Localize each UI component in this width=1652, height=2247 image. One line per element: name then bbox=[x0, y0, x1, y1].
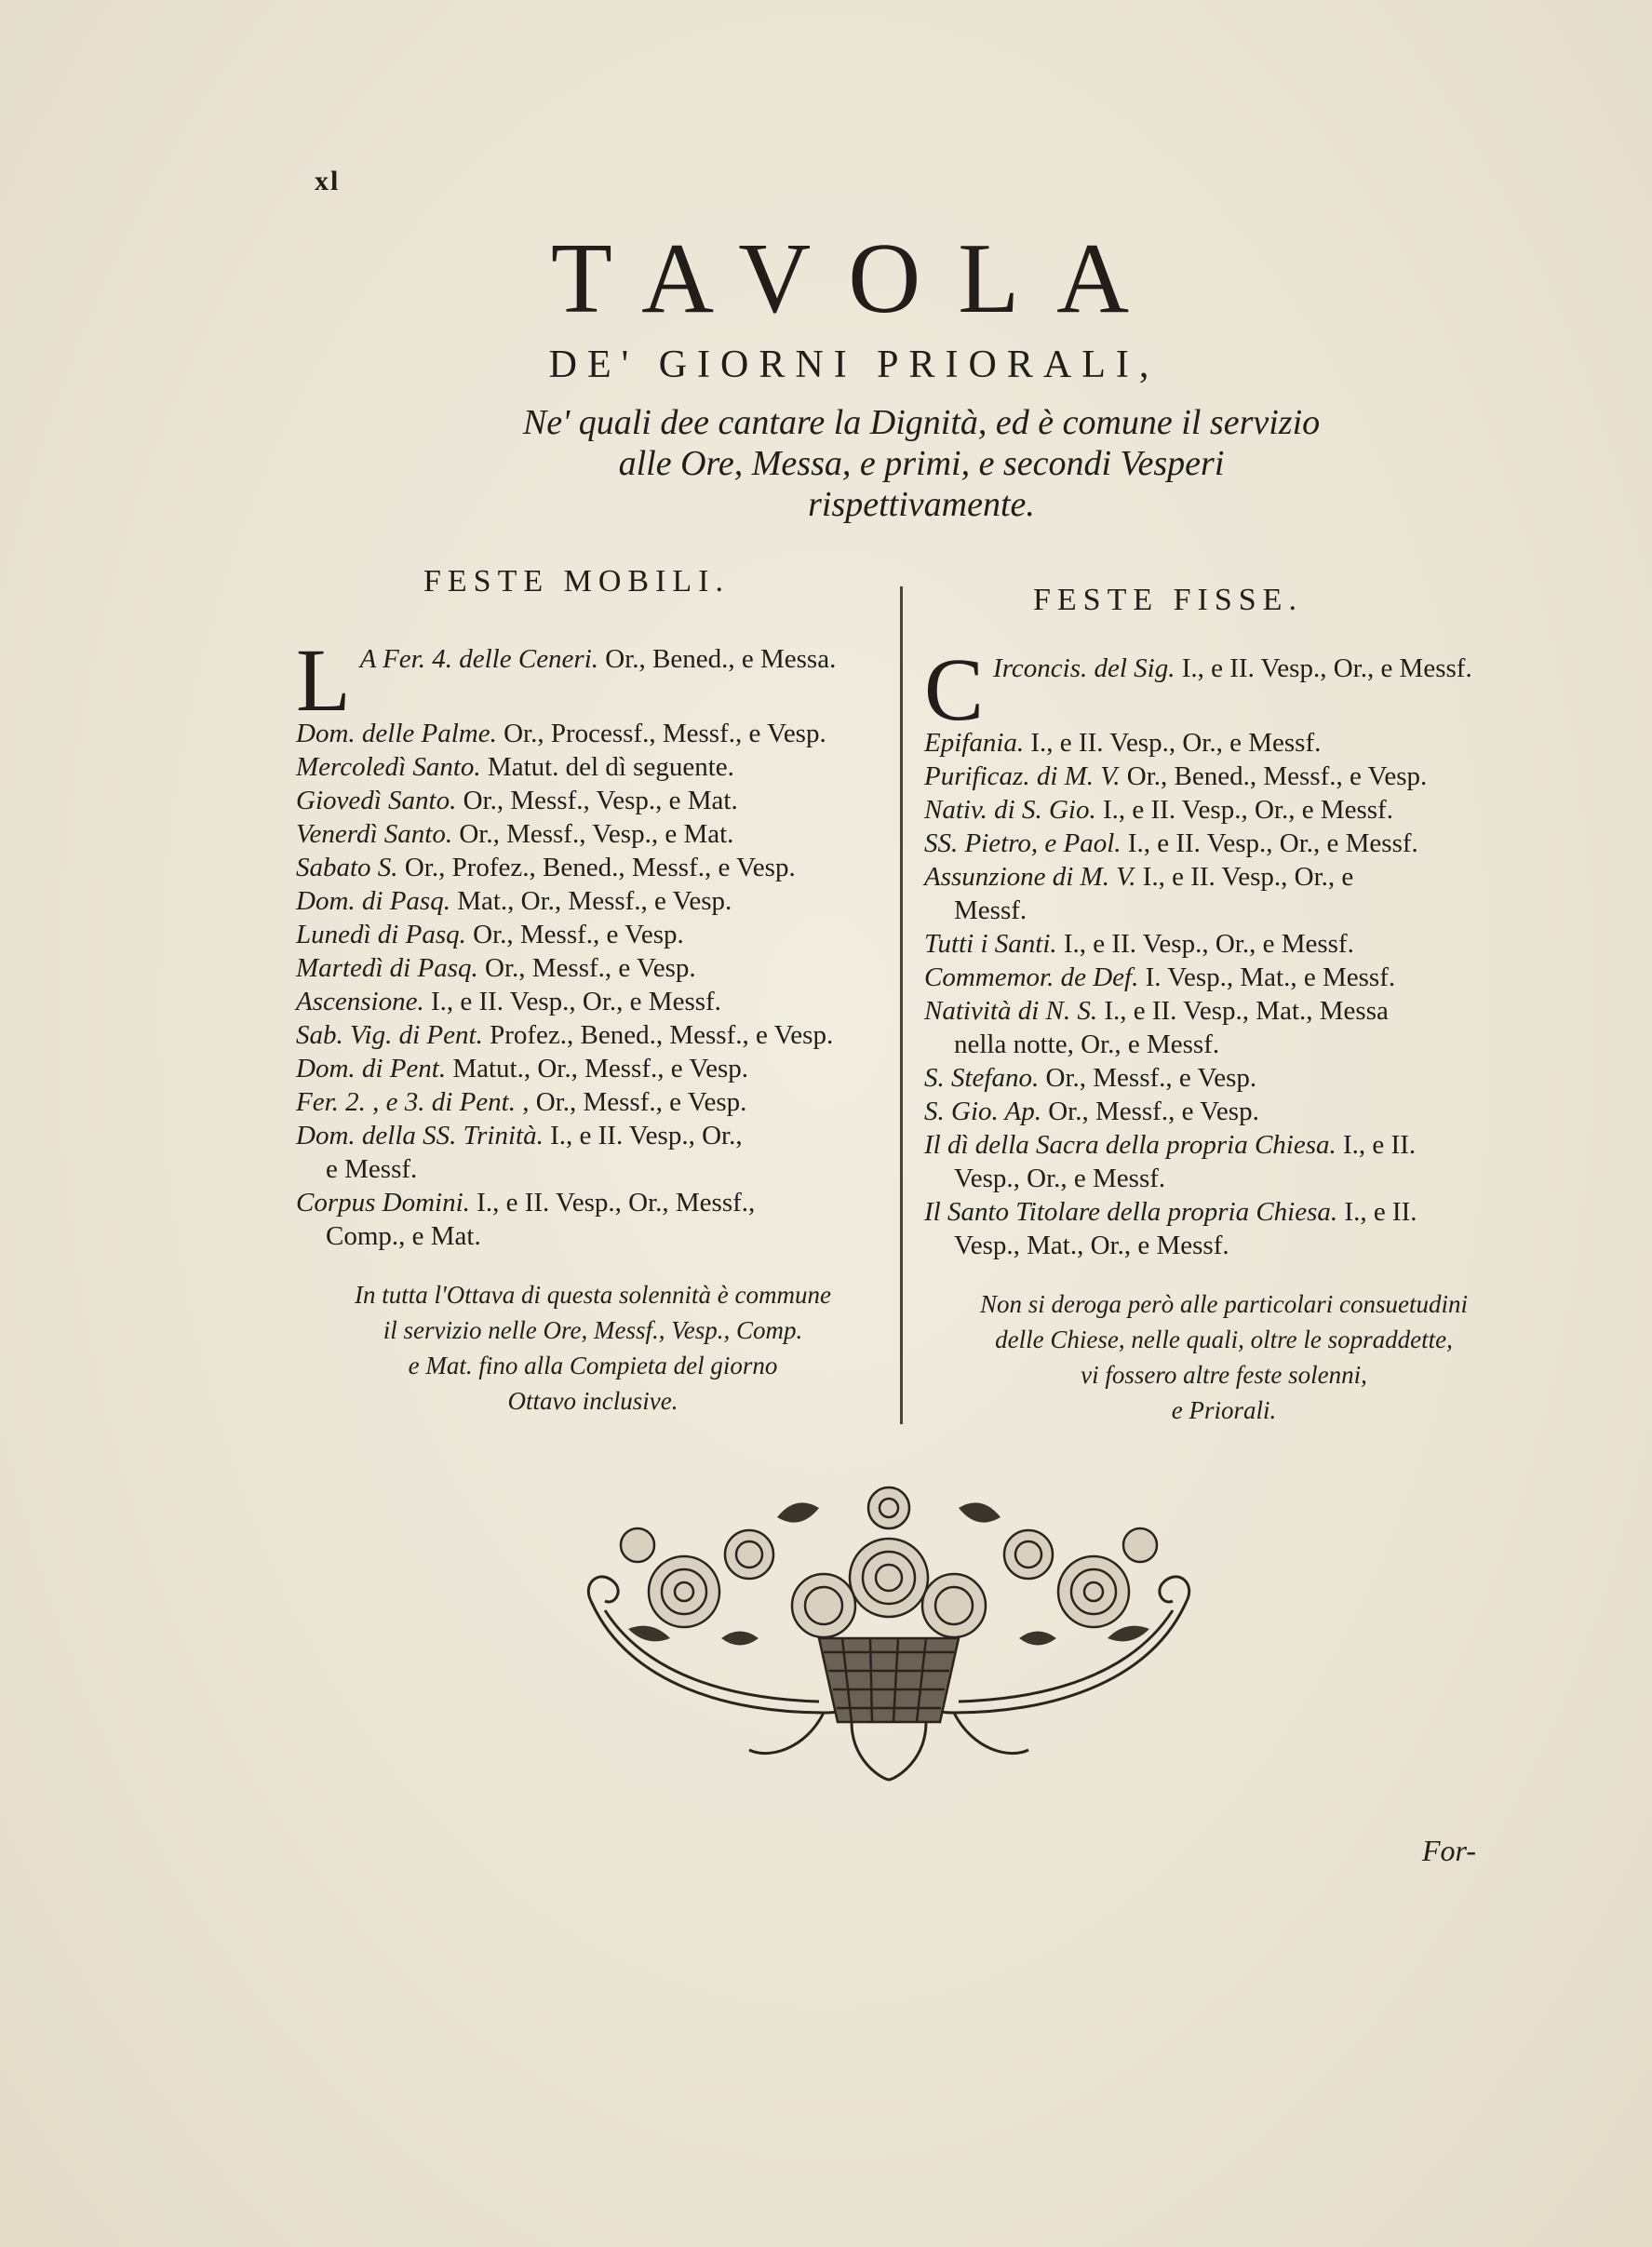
list-item bbox=[924, 827, 1529, 860]
list-item bbox=[296, 951, 901, 985]
right-note bbox=[917, 1286, 1531, 1428]
feast-services: I., e II. Vesp., Or., e Messf. bbox=[1030, 728, 1322, 758]
feast-services: I., e II. Vesp., Or., e Messf. bbox=[1102, 795, 1393, 825]
feast-name: Ascensione. bbox=[296, 987, 424, 1016]
feast-services: Or., Messf., e Vesp. bbox=[473, 920, 684, 949]
feast-services: Or., Messf., Vesp., e Mat. bbox=[463, 786, 738, 815]
feast-services: I., e II. Vesp., Or., e Messf. bbox=[430, 987, 721, 1016]
feast-services: I., e II. Vesp., Or., bbox=[550, 1121, 743, 1150]
feast-services-continued: nella notte, Or., e Messf. bbox=[954, 1029, 1220, 1059]
left-note bbox=[290, 1277, 895, 1419]
list-item bbox=[296, 784, 901, 817]
note-line: In tutta l'Ottava di questa solennità è commune bbox=[355, 1281, 831, 1309]
feast-name: Il Santo Titolare della propria Chiesa. bbox=[924, 1197, 1338, 1227]
note-line: il servizio nelle Ore, Messf., Vesp., Comp. bbox=[383, 1316, 803, 1344]
feast-services: I., e II. Vesp., Or., e Messf. bbox=[1063, 929, 1354, 959]
list-item bbox=[924, 652, 1529, 726]
list-item bbox=[296, 1018, 901, 1052]
list-item bbox=[296, 642, 901, 717]
feast-name: Lunedì di Pasq. bbox=[296, 920, 466, 949]
list-item bbox=[924, 860, 1529, 894]
page-title: TAVOLA bbox=[550, 223, 1167, 334]
feast-services-continued: Vesp., Or., e Messf. bbox=[954, 1164, 1166, 1193]
feast-name: Dom. di Pasq. bbox=[296, 886, 450, 916]
page-number: xl bbox=[315, 166, 341, 196]
list-item bbox=[296, 985, 901, 1018]
feast-name: Dom. di Pent. bbox=[296, 1054, 447, 1083]
note-line: e Mat. fino alla Compieta del giorno bbox=[408, 1352, 778, 1379]
intro-line: alle Ore, Messa, e primi, e secondi Vesperi bbox=[618, 444, 1225, 483]
feast-name: Sabato S. bbox=[296, 853, 398, 882]
feast-services: Or., Bened., e Messa. bbox=[605, 644, 837, 674]
list-item bbox=[296, 1085, 901, 1119]
feast-entries bbox=[296, 717, 901, 1253]
feast-services: Or., Messf., e Vesp. bbox=[1045, 1063, 1257, 1093]
feast-name: Fer. 2. , e 3. di Pent. bbox=[296, 1087, 516, 1117]
feast-services: I., e II. bbox=[1344, 1197, 1417, 1227]
drop-cap: L bbox=[296, 642, 351, 717]
feast-name: A Fer. 4. delle Ceneri. bbox=[359, 644, 599, 674]
feast-services: I., e II. Vesp., Mat., Messa bbox=[1104, 996, 1389, 1026]
feast-name: Il dì della Sacra della propria Chiesa. bbox=[924, 1130, 1336, 1160]
feast-name: Nativ. di S. Gio. bbox=[924, 795, 1096, 825]
note-line: Non si deroga però alle particolari consuetudini bbox=[980, 1290, 1468, 1318]
feast-name: Dom. della SS. Trinità. bbox=[296, 1121, 544, 1150]
intro-line: Ne' quali dee cantare la Dignità, ed è comune il servizio bbox=[522, 403, 1321, 442]
feast-name: Sab. Vig. di Pent. bbox=[296, 1020, 483, 1050]
feast-services-continued: Comp., e Mat. bbox=[326, 1221, 481, 1251]
list-item bbox=[296, 851, 901, 884]
feast-services: , Or., Messf., e Vesp. bbox=[522, 1087, 747, 1117]
list-item bbox=[296, 884, 901, 918]
list-item bbox=[296, 717, 901, 750]
feast-name: Irconcis. del Sig. bbox=[993, 653, 1175, 683]
feast-services-continued: e Messf. bbox=[326, 1154, 418, 1184]
left-column-heading: FESTE MOBILI. bbox=[423, 564, 730, 599]
feast-services: Matut. del dì seguente. bbox=[487, 752, 734, 782]
feast-entries bbox=[924, 726, 1529, 1262]
basket-of-flowers-ornament bbox=[572, 1480, 1205, 1787]
feast-services: I. Vesp., Mat., e Messf. bbox=[1145, 962, 1396, 992]
feast-services: I., e II. Vesp., Or., e Messf. bbox=[1127, 828, 1418, 858]
feast-services: Or., Processf., Messf., e Vesp. bbox=[504, 719, 826, 748]
list-item bbox=[924, 1128, 1529, 1162]
list-item bbox=[296, 817, 901, 851]
note-line: vi fossero altre feste solenni, bbox=[1081, 1361, 1367, 1389]
list-item bbox=[924, 726, 1529, 760]
feast-services-continued: Messf. bbox=[954, 895, 1027, 925]
note-line: e Priorali. bbox=[1171, 1396, 1277, 1424]
list-item bbox=[924, 1095, 1529, 1128]
feast-name: S. Gio. Ap. bbox=[924, 1097, 1041, 1126]
list-item bbox=[296, 1186, 901, 1219]
list-item bbox=[924, 994, 1529, 1028]
list-item bbox=[296, 1052, 901, 1085]
feast-services: I., e II. Vesp., Or., e Messf. bbox=[1181, 653, 1472, 683]
note-line: delle Chiese, nelle quali, oltre le sopraddette, bbox=[995, 1325, 1453, 1353]
list-item bbox=[924, 961, 1529, 994]
list-item bbox=[924, 927, 1529, 961]
page-subtitle: DE' GIORNI PRIORALI, bbox=[548, 343, 1160, 386]
feast-name: Epifania. bbox=[924, 728, 1025, 758]
feast-services: Or., Bened., Messf., e Vesp. bbox=[1126, 761, 1428, 791]
feast-name: SS. Pietro, e Paol. bbox=[924, 828, 1121, 858]
feast-services: I., e II. bbox=[1343, 1130, 1417, 1160]
list-item bbox=[296, 1119, 901, 1152]
catchword: For- bbox=[1422, 1834, 1477, 1867]
list-item bbox=[924, 760, 1529, 793]
feast-name: Mercoledì Santo. bbox=[296, 752, 481, 782]
feste-fisse-list bbox=[924, 652, 1529, 1262]
list-item bbox=[296, 918, 901, 951]
feast-services: Mat., Or., Messf., e Vesp. bbox=[457, 886, 732, 916]
feast-services: Or., Profez., Bened., Messf., e Vesp. bbox=[404, 853, 796, 882]
list-item bbox=[296, 750, 901, 784]
note-line: Ottavo inclusive. bbox=[507, 1387, 678, 1415]
feast-name: Giovedì Santo. bbox=[296, 786, 457, 815]
feast-name: Dom. delle Palme. bbox=[296, 719, 497, 748]
drop-cap: C bbox=[924, 652, 985, 726]
feast-services-continued: Vesp., Mat., Or., e Messf. bbox=[954, 1231, 1229, 1260]
feast-name: S. Stefano. bbox=[924, 1063, 1040, 1093]
feast-name: Natività di N. S. bbox=[924, 996, 1098, 1026]
feast-services: I., e II. Vesp., Or., Messf., bbox=[477, 1188, 756, 1218]
list-item bbox=[924, 793, 1529, 827]
list-item bbox=[924, 1061, 1529, 1095]
feast-name: Assunzione di M. V. bbox=[924, 862, 1136, 892]
feast-name: Purificaz. di M. V. bbox=[924, 761, 1121, 791]
feast-services: I., e II. Vesp., Or., e bbox=[1142, 862, 1354, 892]
feast-services: Or., Messf., Vesp., e Mat. bbox=[459, 819, 734, 849]
feast-name: Corpus Domini. bbox=[296, 1188, 470, 1218]
intro-text bbox=[410, 402, 1433, 525]
feast-name: Commemor. de Def. bbox=[924, 962, 1139, 992]
feast-services: Or., Messf., e Vesp. bbox=[485, 953, 696, 983]
list-item bbox=[924, 1195, 1529, 1229]
feast-services: Or., Messf., e Vesp. bbox=[1048, 1097, 1259, 1126]
feast-name: Venerdì Santo. bbox=[296, 819, 453, 849]
feste-mobili-list bbox=[296, 642, 901, 1253]
feast-name: Martedì di Pasq. bbox=[296, 953, 478, 983]
feast-services: Matut., Or., Messf., e Vesp. bbox=[452, 1054, 748, 1083]
right-column-heading: FESTE FISSE. bbox=[1033, 583, 1303, 617]
feast-name: Tutti i Santi. bbox=[924, 929, 1057, 959]
feast-services: Profez., Bened., Messf., e Vesp. bbox=[490, 1020, 834, 1050]
intro-line: rispettivamente. bbox=[808, 485, 1035, 524]
